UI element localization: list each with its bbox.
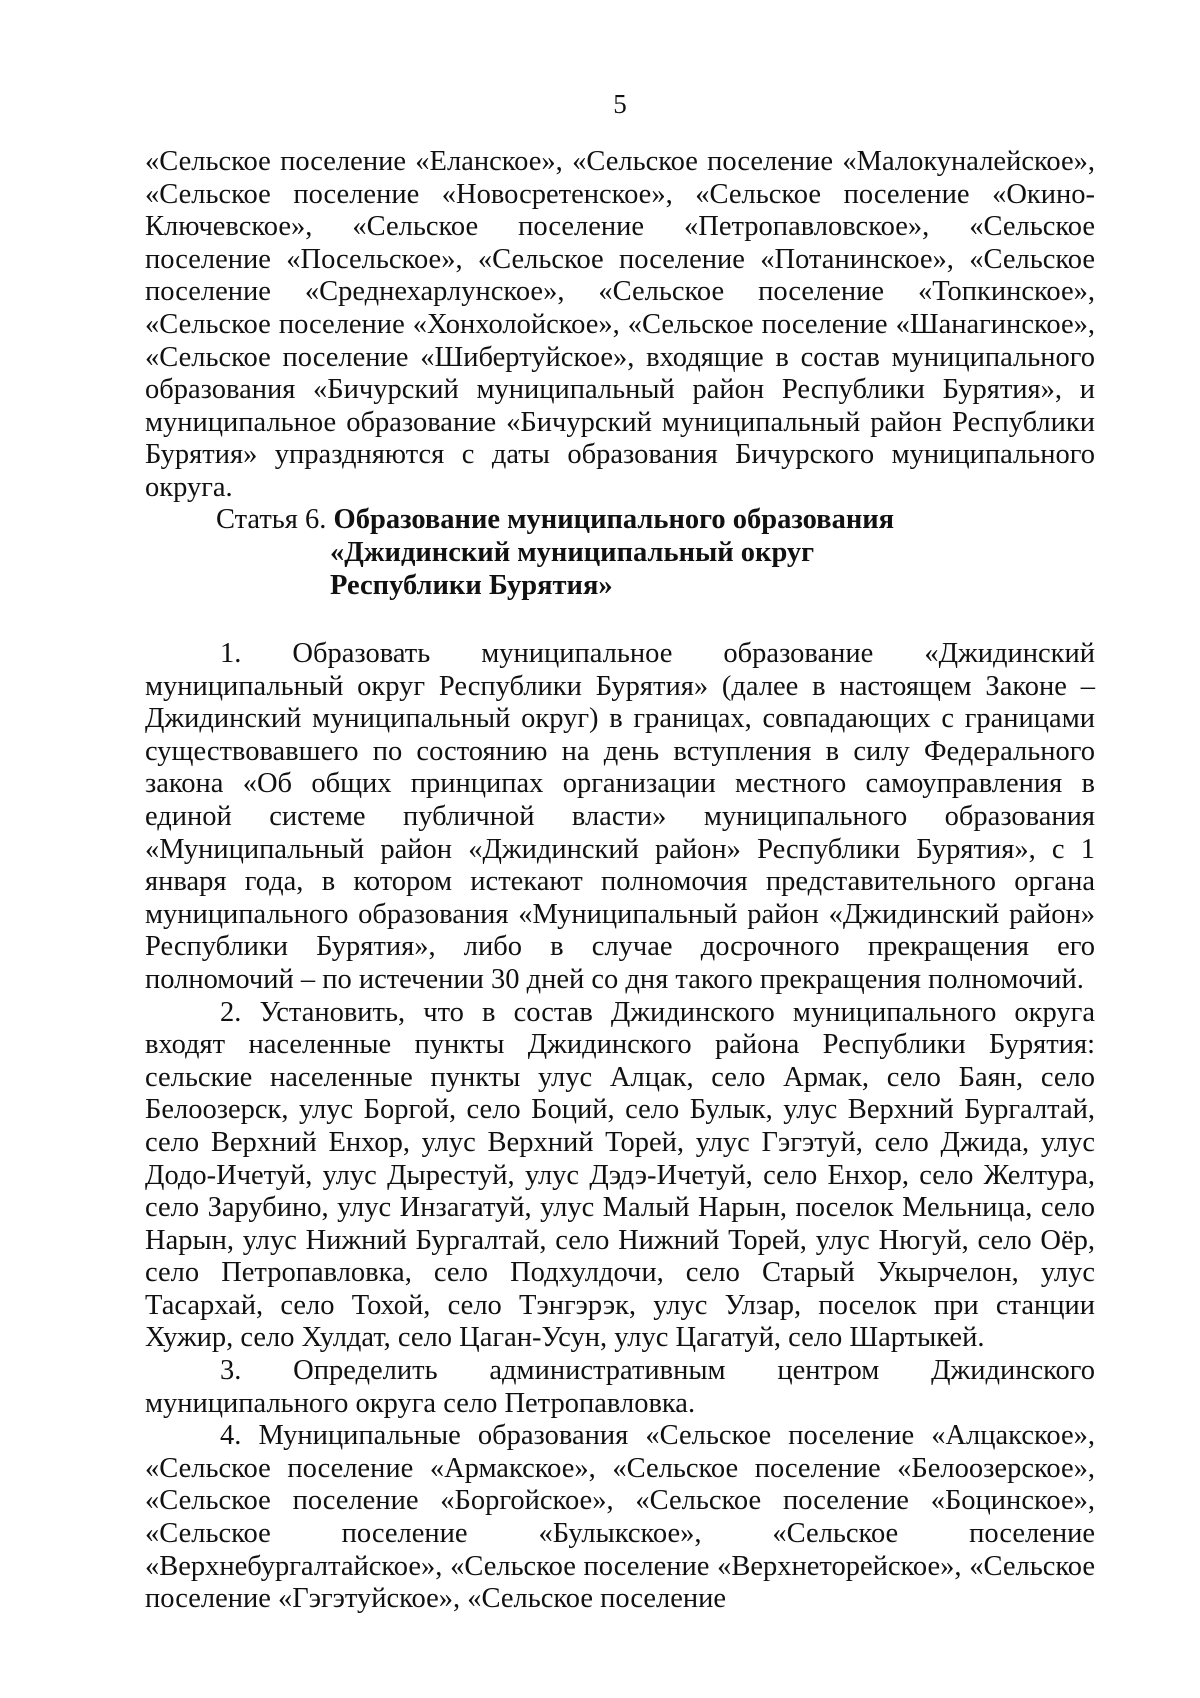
intro-paragraph [145,146,1095,505]
article-paragraph-3: 3. Определить административным центром Джидинского муниципального округа село Петропавловка. [145,1355,1095,1419]
article-title-line-3: Республики Бурятия» [330,570,613,601]
article-title-line-2: «Джидинский муниципальный округ [330,537,815,568]
article-body [145,638,1095,1616]
paragraph-text: «Сельское поселение «Еланское», «Сельское поселение «Малокуналейское», «Сельское поселение «Новосретенское», «Сельское поселение «Окино-Ключевское», «Сельское поселение «Петропавловское», «Сельское поселение «Посельское», «Сельское поселение «Потанинское», «Сельское поселение «Среднехарлунское», «Сельское поселение «Топкинское», «Сельское поселение «Хонхолойское», «Сельское поселение «Шанагинское», «Сельское поселение «Шибертуйское», входящие в состав муниципального образования «Бичурский муниципальный район Республики Бурятия», и муниципальное образование «Бичурский муниципальный район Республики Бурятия» упраздняются с даты образования Бичурского муниципального округа. [145,146,1095,503]
article-number: Статья 6. [216,504,327,535]
article-paragraph-2: 2. Установить, что в состав Джидинского муниципального округа входят населенные пункты Джидинского района Республики Бурятия: сельские населенные пункты улус Алцак, село Армак, село Баян, село Белоозерск, улус Боргой, село Боций, село Булык, улус Верхний Бургалтай, село Верхний Енхор, улус Верхний Торей, улус Гэгэтуй, село Джида, улус Додо-Ичетуй, улус Дырестуй, улус Дэдэ-Ичетуй, село Енхор, село Желтура, село Зарубино, улус Инзагатуй, улус Малый Нарын, поселок Мельница, село Нарын, улус Нижний Бургалтай, село Нижний Торей, улус Нюгуй, село Оёр, село Петропавловка, село Подхулдочи, село Старый Укырчелон, улус Тасархай, село Тохой, село Тэнгэрэк, улус Улзар, поселок при станции Хужир, село Хулдат, село Цаган-Усун, улус Цагатуй, село Шартыкей. [145,996,1095,1354]
article-title-line-1: Образование муниципального образования [333,504,895,535]
article-paragraph-4: 4. Муниципальные образования «Сельское поселение «Алцакское», «Сельское поселение «Армакское», «Сельское поселение «Белоозерское», «Сельское поселение «Боргойское», «Сельское поселение «Боцинское», «Сельское поселение «Булыкское», «Сельское поселение «Верхнебургалтайское», «Сельское поселение «Верхнеторейское», «Сельское поселение «Гэгэтуйское», «Сельское поселение [145,1420,1095,1615]
article-paragraph-1: 1. Образовать муниципальное образование «Джидинский муниципальный округ Республики Бурятия» (далее в настоящем Законе – Джидинский муниципальный округ) в границах, совпадающих с границами существовавшего по состоянию на день вступления в силу Федерального закона «Об общих принципах организации местного самоуправления в единой системе публичной власти» муниципального образования «Муниципальный район «Джидинский район» Республики Бурятия», с 1 января года, в котором истекают полномочия представительного органа муниципального образования «Муниципальный район «Джидинский район» Республики Бурятия», либо в случае досрочного прекращения его полномочий – по истечении 30 дней со дня такого прекращения полномочий. [145,638,1095,995]
page-number: 5 [613,89,627,119]
article-heading [216,503,1066,602]
